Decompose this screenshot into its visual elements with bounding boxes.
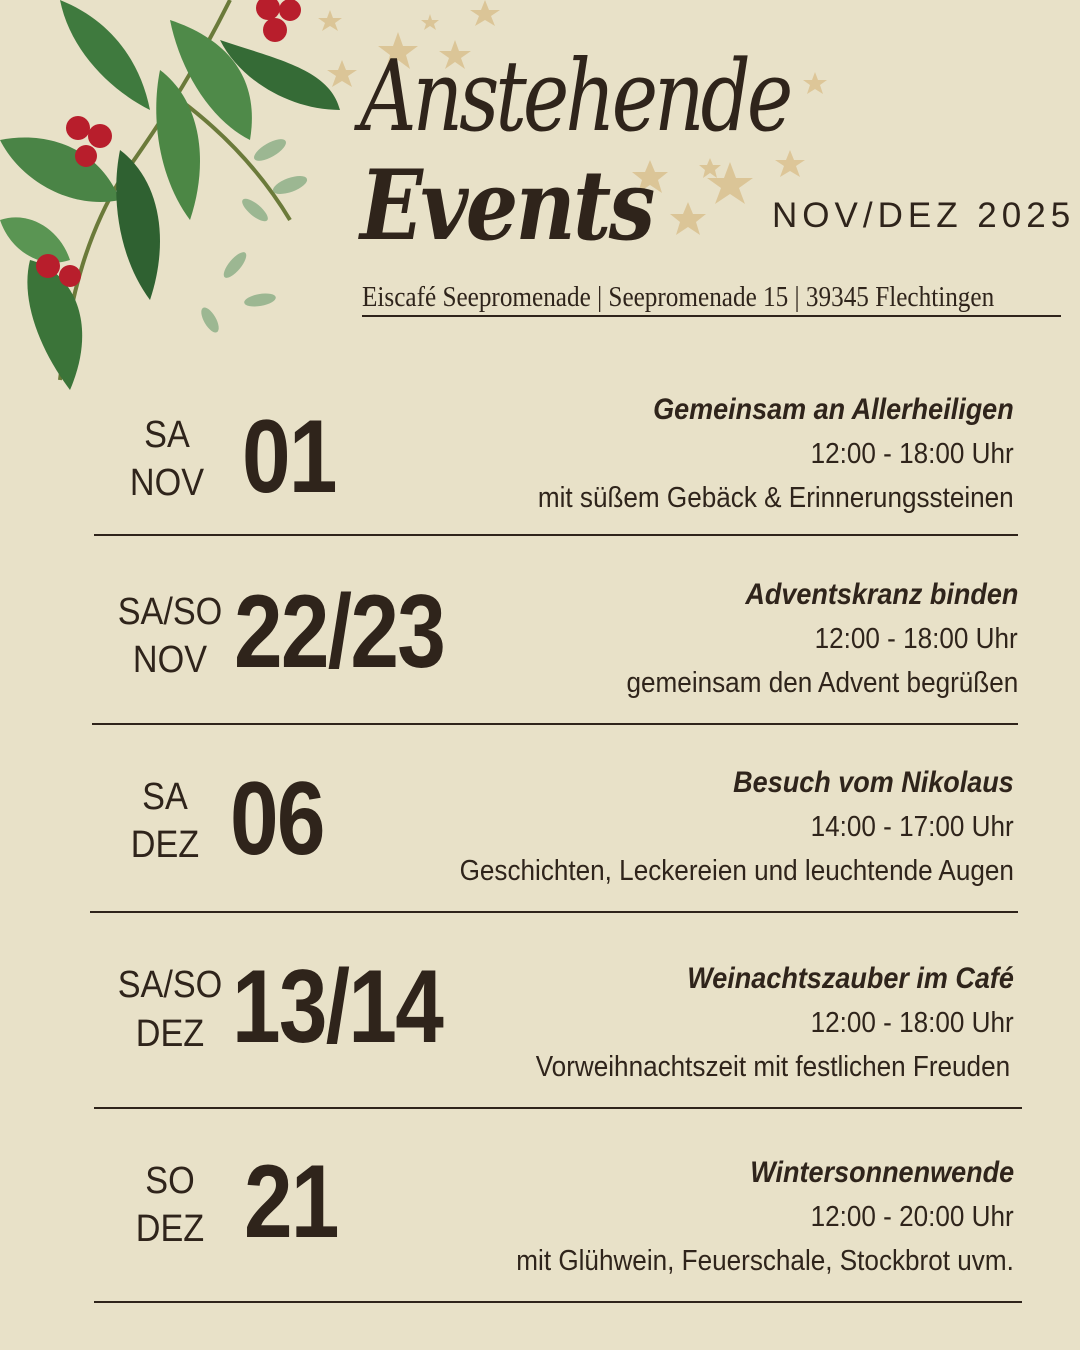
- page-title-line2: Events: [360, 149, 653, 262]
- event-title: Gemeinsam an Allerheiligen: [653, 393, 1014, 426]
- event-weekday: SA: [142, 776, 188, 818]
- event-description: mit süßem Gebäck & Erinnerungssteinen: [538, 482, 1014, 514]
- event-month: DEZ: [130, 824, 200, 866]
- period-label: NOV/DEZ 2025: [772, 196, 1076, 235]
- event-time: 14:00 - 17:00 Uhr: [810, 811, 1014, 843]
- event-divider: [94, 1107, 1022, 1109]
- small-leaves: [198, 135, 310, 335]
- event-month: DEZ: [135, 1208, 205, 1250]
- event-weekday: SA/SO: [117, 964, 223, 1006]
- event-day: 22/23: [234, 574, 445, 690]
- event-weekday: SO: [145, 1160, 195, 1202]
- event-day: 21: [244, 1144, 338, 1260]
- event-divider: [94, 1301, 1022, 1303]
- event-divider: [92, 723, 1018, 725]
- address-line: Eiscafé Seepromenade | Seepromenade 15 | 39345 Flechtingen: [362, 282, 1061, 317]
- event-day: 06: [230, 761, 324, 877]
- event-title: Besuch vom Nikolaus: [733, 766, 1014, 799]
- event-day: 01: [242, 399, 336, 515]
- event-description: gemeinsam den Advent begrüßen: [626, 667, 1018, 699]
- page-title-line1: Anstehende: [360, 40, 790, 154]
- event-divider: [90, 911, 1018, 913]
- event-day: 13/14: [232, 949, 443, 1065]
- event-title: Adventskranz binden: [744, 578, 1018, 611]
- event-title: Wintersonnenwende: [750, 1156, 1014, 1189]
- event-weekday: SA: [144, 414, 190, 456]
- event-month: NOV: [132, 639, 208, 681]
- event-time: 12:00 - 18:00 Uhr: [810, 1007, 1014, 1039]
- event-month: NOV: [129, 462, 205, 504]
- holly-leaves: [0, 0, 340, 390]
- event-title: Weinachtszauber im Café: [687, 962, 1014, 995]
- event-month: DEZ: [135, 1013, 205, 1055]
- event-description: Vorweihnachtszeit mit festlichen Freuden: [535, 1051, 1010, 1083]
- event-time: 12:00 - 18:00 Uhr: [810, 438, 1014, 470]
- event-weekday: SA/SO: [117, 591, 223, 633]
- event-description: mit Glühwein, Feuerschale, Stockbrot uvm.: [516, 1245, 1014, 1277]
- event-divider: [94, 534, 1018, 536]
- event-time: 12:00 - 20:00 Uhr: [810, 1201, 1014, 1233]
- event-description: Geschichten, Leckereien und leuchtende Augen: [459, 855, 1014, 887]
- event-time: 12:00 - 18:00 Uhr: [814, 623, 1018, 655]
